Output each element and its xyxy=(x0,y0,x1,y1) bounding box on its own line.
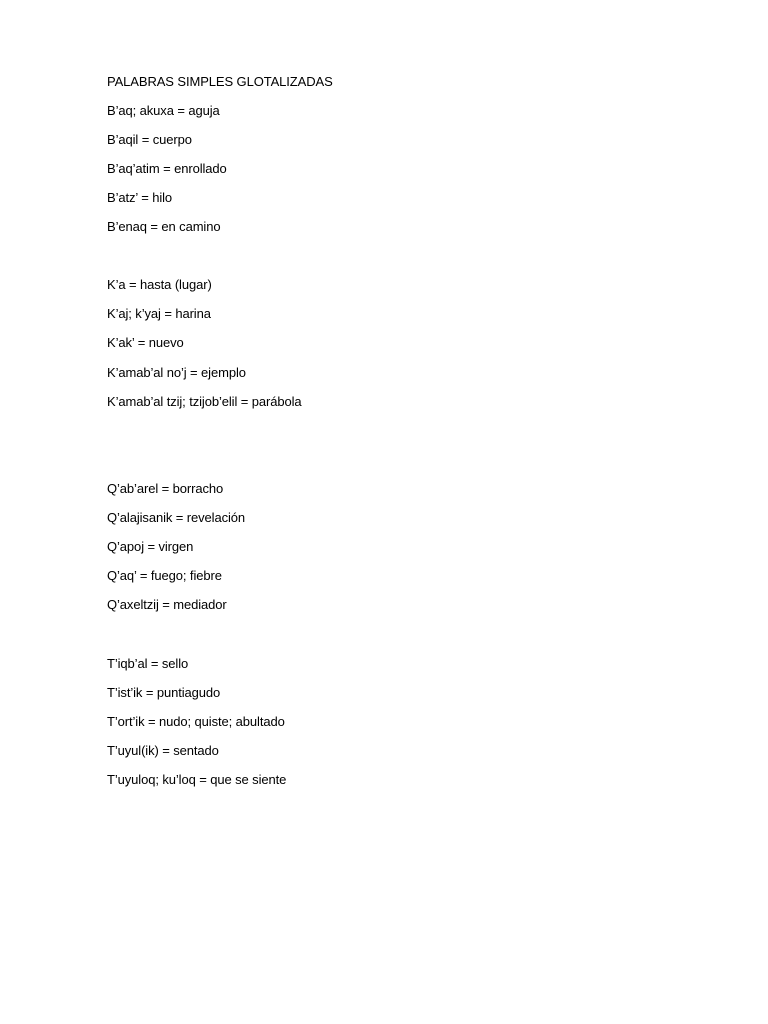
list-item: Q’axeltzij = mediador xyxy=(107,597,227,612)
list-item: T’ort’ik = nudo; quiste; abultado xyxy=(107,714,285,729)
list-item: T’ist’ik = puntiagudo xyxy=(107,685,221,700)
list-item: Q’ab’arel = borracho xyxy=(107,481,224,496)
list-item: K’ak’ = nuevo xyxy=(107,335,184,350)
list-item: K’aj; k’yaj = harina xyxy=(107,306,211,321)
list-item: B’atz’ = hilo xyxy=(107,190,173,205)
list-item: B’aq; akuxa = aguja xyxy=(107,103,220,118)
list-item: Q’apoj = virgen xyxy=(107,539,194,554)
list-item: K’amab’al no’j = ejemplo xyxy=(107,365,246,380)
list-item: Q’alajisanik = revelación xyxy=(107,510,246,525)
list-item: T’iqb’al = sello xyxy=(107,656,189,671)
list-item: K’amab’al tzij; tzijob’elil = parábola xyxy=(107,394,302,409)
list-item: T’uyuloq; ku’loq = que se siente xyxy=(107,772,287,787)
list-item: B’enaq = en camino xyxy=(107,219,221,234)
list-item: Q’aq’ = fuego; fiebre xyxy=(107,568,222,583)
document-title: PALABRAS SIMPLES GLOTALIZADAS xyxy=(107,74,333,89)
list-item: T’uyul(ik) = sentado xyxy=(107,743,219,758)
list-item: B’aqil = cuerpo xyxy=(107,132,192,147)
list-item: K’a = hasta (lugar) xyxy=(107,277,212,292)
list-item: B’aq’atim = enrollado xyxy=(107,161,227,176)
